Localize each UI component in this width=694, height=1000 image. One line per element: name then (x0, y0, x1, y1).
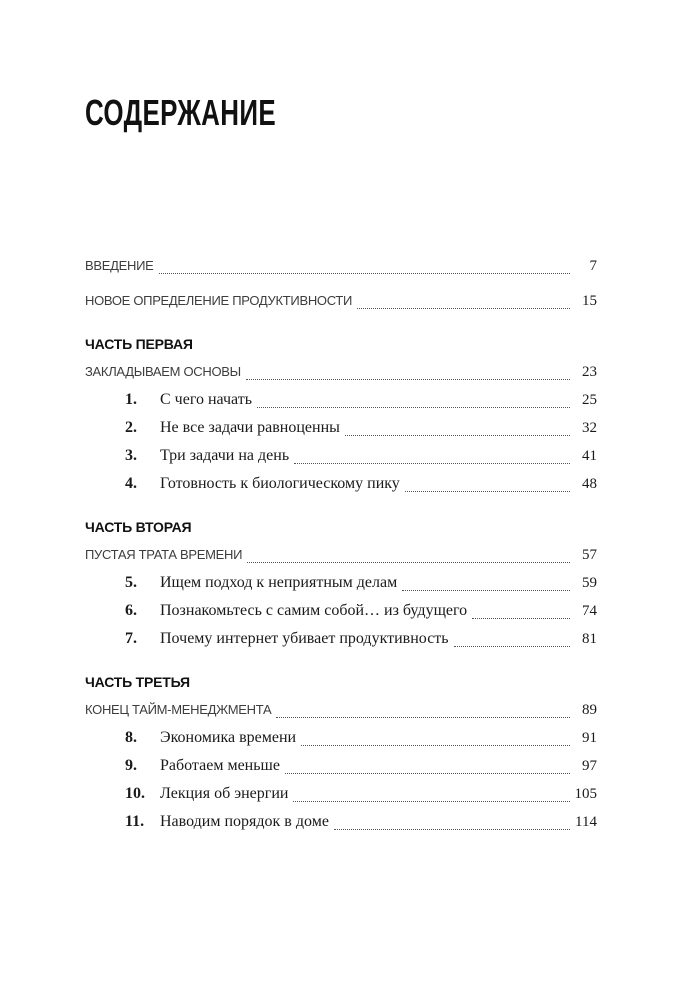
page-number: 48 (582, 476, 597, 492)
chapter-number: 10. (125, 785, 145, 802)
toc-entry (85, 287, 597, 315)
toc-entry-label: НОВОЕ ОПРЕДЕЛЕНИЕ ПРОДУКТИВНОСТИ (85, 293, 353, 308)
page-number: 57 (582, 547, 597, 563)
dot-leader (285, 773, 570, 774)
toc-entry (85, 597, 597, 625)
dot-leader (454, 646, 570, 647)
page-number: 105 (574, 786, 597, 802)
chapter-number: 9. (125, 757, 137, 774)
chapter-title: Лекция об энергии (160, 785, 289, 802)
part-heading: ЧАСТЬ ПЕРВАЯ (85, 336, 193, 352)
toc-entry (85, 470, 597, 498)
page-number: 74 (582, 603, 597, 619)
chapter-number: 6. (125, 602, 137, 619)
dot-leader (246, 379, 570, 380)
dot-leader (334, 829, 570, 830)
toc-entry (85, 358, 597, 386)
page-number: 97 (582, 758, 597, 774)
chapter-number: 2. (125, 419, 137, 436)
toc-entry (85, 780, 597, 808)
dot-leader (472, 618, 570, 619)
page-number: 89 (582, 702, 597, 718)
page-number: 23 (582, 364, 597, 380)
toc-entry (85, 252, 597, 280)
dot-leader (247, 562, 570, 563)
part-heading: ЧАСТЬ ВТОРАЯ (85, 519, 192, 535)
dot-leader (159, 273, 571, 274)
chapter-title: С чего начать (160, 391, 253, 408)
chapter-number: 7. (125, 630, 137, 647)
chapter-title: Наводим порядок в доме (160, 813, 329, 830)
dot-leader (257, 407, 570, 408)
chapter-title: Три задачи на день (160, 447, 290, 464)
dot-leader (301, 745, 570, 746)
toc-entry (85, 724, 597, 752)
dot-leader (294, 463, 570, 464)
page-number: 25 (582, 392, 597, 408)
chapter-number: 1. (125, 391, 137, 408)
chapter-title: Ищем подход к неприятным делам (160, 574, 398, 591)
page-title: СОДЕРЖАНИЕ (85, 92, 276, 133)
chapter-title: Работаем меньше (160, 757, 280, 774)
dot-leader (293, 801, 570, 802)
section-heading: ЗАКЛАДЫВАЕМ ОСНОВЫ (85, 364, 241, 379)
toc-part (85, 331, 597, 498)
page-number: 7 (589, 258, 597, 274)
chapter-number: 5. (125, 574, 137, 591)
toc-part (85, 669, 597, 836)
page-number: 32 (582, 420, 597, 436)
dot-leader (276, 717, 570, 718)
toc-entry (85, 625, 597, 653)
section-heading: КОНЕЦ ТАЙМ-МЕНЕДЖМЕНТА (85, 702, 272, 717)
chapter-number: 4. (125, 475, 137, 492)
chapter-title: Экономика времени (160, 729, 297, 746)
chapter-number: 11. (125, 813, 145, 830)
toc-entry (85, 386, 597, 414)
toc-entry (85, 414, 597, 442)
page-number: 81 (582, 631, 597, 647)
page-number: 15 (582, 293, 597, 309)
page-number: 59 (582, 575, 597, 591)
toc-entry (85, 569, 597, 597)
toc-entry (85, 808, 597, 836)
toc-entry-label: ВВЕДЕНИЕ (85, 258, 154, 273)
table-of-contents (85, 252, 597, 836)
page-number: 41 (582, 448, 597, 464)
page-number: 114 (575, 814, 597, 830)
dot-leader (405, 491, 570, 492)
part-heading: ЧАСТЬ ТРЕТЬЯ (85, 674, 190, 690)
dot-leader (402, 590, 570, 591)
chapter-title: Почему интернет убивает продуктивность (160, 630, 449, 647)
toc-entry (85, 752, 597, 780)
section-heading: ПУСТАЯ ТРАТА ВРЕМЕНИ (85, 547, 243, 562)
chapter-title: Познакомьтесь с самим собой… из будущего (160, 602, 468, 619)
dot-leader (357, 308, 570, 309)
chapter-title: Не все задачи равноценны (160, 419, 340, 436)
chapter-title: Готовность к биологическому пику (160, 475, 400, 492)
page-number: 91 (582, 730, 597, 746)
chapter-number: 8. (125, 729, 137, 746)
toc-entry (85, 442, 597, 470)
toc-entry (85, 696, 597, 724)
chapter-number: 3. (125, 447, 137, 464)
toc-part (85, 514, 597, 653)
toc-entry (85, 541, 597, 569)
dot-leader (345, 435, 570, 436)
